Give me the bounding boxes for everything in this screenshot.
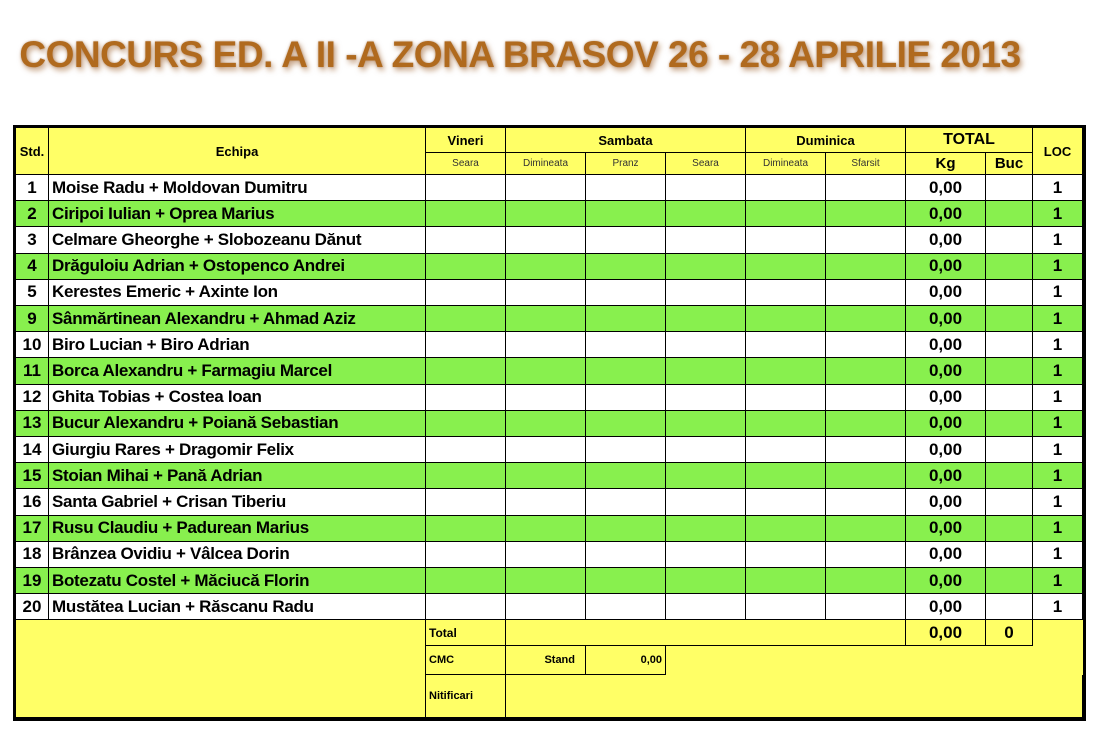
row-buc[interactable]	[986, 332, 1033, 358]
row-kg: 0,00	[906, 254, 986, 280]
sub-kg: Kg	[906, 153, 986, 175]
row-score-cell[interactable]	[506, 306, 586, 332]
row-score-cell[interactable]	[426, 175, 506, 201]
row-score-cell[interactable]	[586, 542, 666, 568]
row-score-cell[interactable]	[826, 437, 906, 463]
row-score-cell[interactable]	[586, 437, 666, 463]
row-score-cell[interactable]	[506, 516, 586, 542]
row-score-cell[interactable]	[666, 280, 746, 306]
row-score-cell[interactable]	[826, 175, 906, 201]
row-echipa: Giurgiu Rares + Dragomir Felix	[49, 437, 426, 463]
row-std: 3	[16, 227, 49, 253]
row-score-cell[interactable]	[666, 254, 746, 280]
row-score-cell[interactable]	[586, 254, 666, 280]
row-score-cell[interactable]	[426, 385, 506, 411]
row-score-cell[interactable]	[586, 306, 666, 332]
row-score-cell[interactable]	[826, 463, 906, 489]
row-buc[interactable]	[986, 594, 1033, 620]
row-score-cell[interactable]	[506, 489, 586, 515]
row-loc: 1	[1033, 227, 1083, 253]
row-score-cell[interactable]	[746, 332, 826, 358]
row-score-cell[interactable]	[666, 463, 746, 489]
row-score-cell[interactable]	[426, 437, 506, 463]
row-score-cell[interactable]	[666, 594, 746, 620]
row-kg: 0,00	[906, 489, 986, 515]
row-score-cell[interactable]	[586, 227, 666, 253]
row-score-cell[interactable]	[426, 332, 506, 358]
row-score-cell[interactable]	[506, 227, 586, 253]
row-score-cell[interactable]	[506, 594, 586, 620]
row-score-cell[interactable]	[506, 437, 586, 463]
row-buc[interactable]	[986, 542, 1033, 568]
row-score-cell[interactable]	[426, 227, 506, 253]
row-echipa: Moise Radu + Moldovan Dumitru	[49, 175, 426, 201]
row-echipa: Mustătea Lucian + Răscanu Radu	[49, 594, 426, 620]
sub-buc: Buc	[986, 153, 1033, 175]
footer-stand-value: 0,00	[586, 646, 666, 675]
row-std: 4	[16, 254, 49, 280]
row-score-cell[interactable]	[426, 568, 506, 594]
row-kg: 0,00	[906, 201, 986, 227]
row-echipa: Botezatu Costel + Măciucă Florin	[49, 568, 426, 594]
footer-total-buc: 0	[986, 620, 1033, 646]
row-loc: 1	[1033, 437, 1083, 463]
row-loc: 1	[1033, 411, 1083, 437]
row-std: 20	[16, 594, 49, 620]
header-std: Std.	[16, 128, 49, 175]
footer-left-blank	[16, 620, 426, 718]
row-buc[interactable]	[986, 201, 1033, 227]
page-title: CONCURS ED. A II -A ZONA BRASOV 26 - 28 APRILIE 2013	[19, 34, 1021, 75]
row-score-cell[interactable]	[746, 568, 826, 594]
row-score-cell[interactable]	[746, 175, 826, 201]
row-score-cell[interactable]	[746, 489, 826, 515]
row-score-cell[interactable]	[666, 306, 746, 332]
row-score-cell[interactable]	[826, 280, 906, 306]
row-score-cell[interactable]	[586, 332, 666, 358]
header-sambata: Sambata	[506, 128, 746, 153]
row-kg: 0,00	[906, 306, 986, 332]
row-score-cell[interactable]	[826, 227, 906, 253]
row-loc: 1	[1033, 542, 1083, 568]
row-buc[interactable]	[986, 306, 1033, 332]
row-score-cell[interactable]	[586, 280, 666, 306]
row-buc[interactable]	[986, 516, 1033, 542]
row-echipa: Brânzea Ovidiu + Vâlcea Dorin	[49, 542, 426, 568]
row-loc: 1	[1033, 306, 1083, 332]
row-std: 10	[16, 332, 49, 358]
row-echipa: Bucur Alexandru + Poiană Sebastian	[49, 411, 426, 437]
row-buc[interactable]	[986, 463, 1033, 489]
row-std: 11	[16, 358, 49, 384]
row-std: 17	[16, 516, 49, 542]
row-score-cell[interactable]	[586, 411, 666, 437]
row-echipa: Biro Lucian + Biro Adrian	[49, 332, 426, 358]
row-score-cell[interactable]	[826, 489, 906, 515]
row-score-cell[interactable]	[666, 227, 746, 253]
row-score-cell[interactable]	[506, 280, 586, 306]
row-score-cell[interactable]	[586, 385, 666, 411]
row-buc[interactable]	[986, 437, 1033, 463]
row-buc[interactable]	[986, 254, 1033, 280]
sub-vineri-seara: Seara	[426, 153, 506, 175]
row-score-cell[interactable]	[426, 254, 506, 280]
row-score-cell[interactable]	[506, 568, 586, 594]
row-score-cell[interactable]	[746, 306, 826, 332]
row-score-cell[interactable]	[426, 306, 506, 332]
row-echipa: Stoian Mihai + Pană Adrian	[49, 463, 426, 489]
row-score-cell[interactable]	[426, 542, 506, 568]
header-vineri: Vineri	[426, 128, 506, 153]
row-loc: 1	[1033, 332, 1083, 358]
row-buc[interactable]	[986, 227, 1033, 253]
row-loc: 1	[1033, 463, 1083, 489]
row-score-cell[interactable]	[506, 332, 586, 358]
row-score-cell[interactable]	[826, 411, 906, 437]
row-std: 14	[16, 437, 49, 463]
row-score-cell[interactable]	[746, 385, 826, 411]
row-score-cell[interactable]	[586, 175, 666, 201]
row-buc[interactable]	[986, 568, 1033, 594]
row-std: 2	[16, 201, 49, 227]
row-score-cell[interactable]	[586, 516, 666, 542]
row-loc: 1	[1033, 594, 1083, 620]
row-score-cell[interactable]	[586, 201, 666, 227]
row-std: 15	[16, 463, 49, 489]
row-echipa: Drăguloiu Adrian + Ostopenco Andrei	[49, 254, 426, 280]
row-loc: 1	[1033, 568, 1083, 594]
row-std: 9	[16, 306, 49, 332]
row-score-cell[interactable]	[746, 201, 826, 227]
row-kg: 0,00	[906, 175, 986, 201]
row-score-cell[interactable]	[666, 175, 746, 201]
row-score-cell[interactable]	[666, 385, 746, 411]
row-score-cell[interactable]	[666, 332, 746, 358]
row-score-cell[interactable]	[586, 358, 666, 384]
row-score-cell[interactable]	[746, 358, 826, 384]
header-total: TOTAL	[906, 128, 1033, 153]
row-score-cell[interactable]	[426, 516, 506, 542]
row-score-cell[interactable]	[506, 463, 586, 489]
header-loc: LOC	[1033, 128, 1083, 175]
row-std: 13	[16, 411, 49, 437]
row-score-cell[interactable]	[506, 175, 586, 201]
row-score-cell[interactable]	[426, 594, 506, 620]
row-score-cell[interactable]	[586, 489, 666, 515]
row-score-cell[interactable]	[506, 254, 586, 280]
row-loc: 1	[1033, 516, 1083, 542]
row-buc[interactable]	[986, 175, 1033, 201]
row-std: 18	[16, 542, 49, 568]
row-kg: 0,00	[906, 358, 986, 384]
row-score-cell[interactable]	[506, 542, 586, 568]
row-score-cell[interactable]	[826, 385, 906, 411]
row-score-cell[interactable]	[666, 516, 746, 542]
row-score-cell[interactable]	[746, 594, 826, 620]
row-score-cell[interactable]	[506, 385, 586, 411]
row-score-cell[interactable]	[426, 463, 506, 489]
row-echipa: Borca Alexandru + Farmagiu Marcel	[49, 358, 426, 384]
row-kg: 0,00	[906, 516, 986, 542]
row-loc: 1	[1033, 358, 1083, 384]
results-table	[13, 125, 1086, 721]
row-score-cell[interactable]	[426, 280, 506, 306]
row-kg: 0,00	[906, 542, 986, 568]
row-echipa: Ghita Tobias + Costea Ioan	[49, 385, 426, 411]
row-echipa: Kerestes Emeric + Axinte Ion	[49, 280, 426, 306]
row-score-cell[interactable]	[426, 489, 506, 515]
row-buc[interactable]	[986, 411, 1033, 437]
row-loc: 1	[1033, 201, 1083, 227]
header-echipa: Echipa	[49, 128, 426, 175]
row-kg: 0,00	[906, 411, 986, 437]
row-score-cell[interactable]	[746, 280, 826, 306]
row-kg: 0,00	[906, 227, 986, 253]
row-score-cell[interactable]	[666, 201, 746, 227]
row-echipa: Ciripoi Iulian + Oprea Marius	[49, 201, 426, 227]
row-loc: 1	[1033, 280, 1083, 306]
row-score-cell[interactable]	[746, 516, 826, 542]
row-buc[interactable]	[986, 385, 1033, 411]
row-echipa: Rusu Claudiu + Padurean Marius	[49, 516, 426, 542]
row-kg: 0,00	[906, 280, 986, 306]
row-score-cell[interactable]	[666, 437, 746, 463]
row-score-cell[interactable]	[586, 463, 666, 489]
row-score-cell[interactable]	[586, 568, 666, 594]
sub-duminica-sfarsit: Sfarsit	[826, 153, 906, 175]
row-loc: 1	[1033, 254, 1083, 280]
row-score-cell[interactable]	[826, 542, 906, 568]
row-std: 1	[16, 175, 49, 201]
row-buc[interactable]	[986, 489, 1033, 515]
row-score-cell[interactable]	[506, 358, 586, 384]
row-score-cell[interactable]	[746, 542, 826, 568]
row-std: 5	[16, 280, 49, 306]
footer-cmc-label: CMC	[426, 646, 506, 675]
row-std: 16	[16, 489, 49, 515]
footer-total-kg: 0,00	[906, 620, 986, 646]
sub-duminica-dimineata: Dimineata	[746, 153, 826, 175]
row-score-cell[interactable]	[826, 306, 906, 332]
row-score-cell[interactable]	[746, 463, 826, 489]
row-score-cell[interactable]	[506, 411, 586, 437]
sub-sambata-dimineata: Dimineata	[506, 153, 586, 175]
row-score-cell[interactable]	[746, 437, 826, 463]
row-buc[interactable]	[986, 280, 1033, 306]
row-score-cell[interactable]	[666, 568, 746, 594]
header-duminica: Duminica	[746, 128, 906, 153]
row-std: 19	[16, 568, 49, 594]
row-score-cell[interactable]	[746, 254, 826, 280]
row-echipa: Celmare Gheorghe + Slobozeanu Dănut	[49, 227, 426, 253]
row-score-cell[interactable]	[826, 332, 906, 358]
footer-notes-area[interactable]	[506, 675, 1083, 718]
row-kg: 0,00	[906, 437, 986, 463]
row-loc: 1	[1033, 385, 1083, 411]
row-score-cell[interactable]	[826, 516, 906, 542]
row-kg: 0,00	[906, 385, 986, 411]
row-score-cell[interactable]	[426, 201, 506, 227]
row-score-cell[interactable]	[506, 201, 586, 227]
footer-total-label: Total	[426, 620, 506, 646]
sub-sambata-seara: Seara	[666, 153, 746, 175]
sub-sambata-pranz: Pranz	[586, 153, 666, 175]
row-score-cell[interactable]	[426, 411, 506, 437]
row-echipa: Sânmărtinean Alexandru + Ahmad Aziz	[49, 306, 426, 332]
row-score-cell[interactable]	[826, 568, 906, 594]
row-std: 12	[16, 385, 49, 411]
row-score-cell[interactable]	[666, 411, 746, 437]
row-kg: 0,00	[906, 594, 986, 620]
row-score-cell[interactable]	[426, 358, 506, 384]
row-score-cell[interactable]	[826, 254, 906, 280]
footer-stand-label: Stand	[506, 646, 586, 675]
row-score-cell[interactable]	[746, 227, 826, 253]
row-kg: 0,00	[906, 568, 986, 594]
row-loc: 1	[1033, 175, 1083, 201]
row-score-cell[interactable]	[826, 358, 906, 384]
row-score-cell[interactable]	[586, 594, 666, 620]
row-loc: 1	[1033, 489, 1083, 515]
footer-notificari-label: Nitificari	[426, 675, 506, 718]
row-score-cell[interactable]	[666, 358, 746, 384]
row-score-cell[interactable]	[666, 542, 746, 568]
row-score-cell[interactable]	[666, 489, 746, 515]
row-kg: 0,00	[906, 463, 986, 489]
row-kg: 0,00	[906, 332, 986, 358]
footer-total-span	[506, 620, 906, 646]
row-score-cell[interactable]	[826, 201, 906, 227]
row-score-cell[interactable]	[826, 594, 906, 620]
row-echipa: Santa Gabriel + Crisan Tiberiu	[49, 489, 426, 515]
row-buc[interactable]	[986, 358, 1033, 384]
row-score-cell[interactable]	[746, 411, 826, 437]
